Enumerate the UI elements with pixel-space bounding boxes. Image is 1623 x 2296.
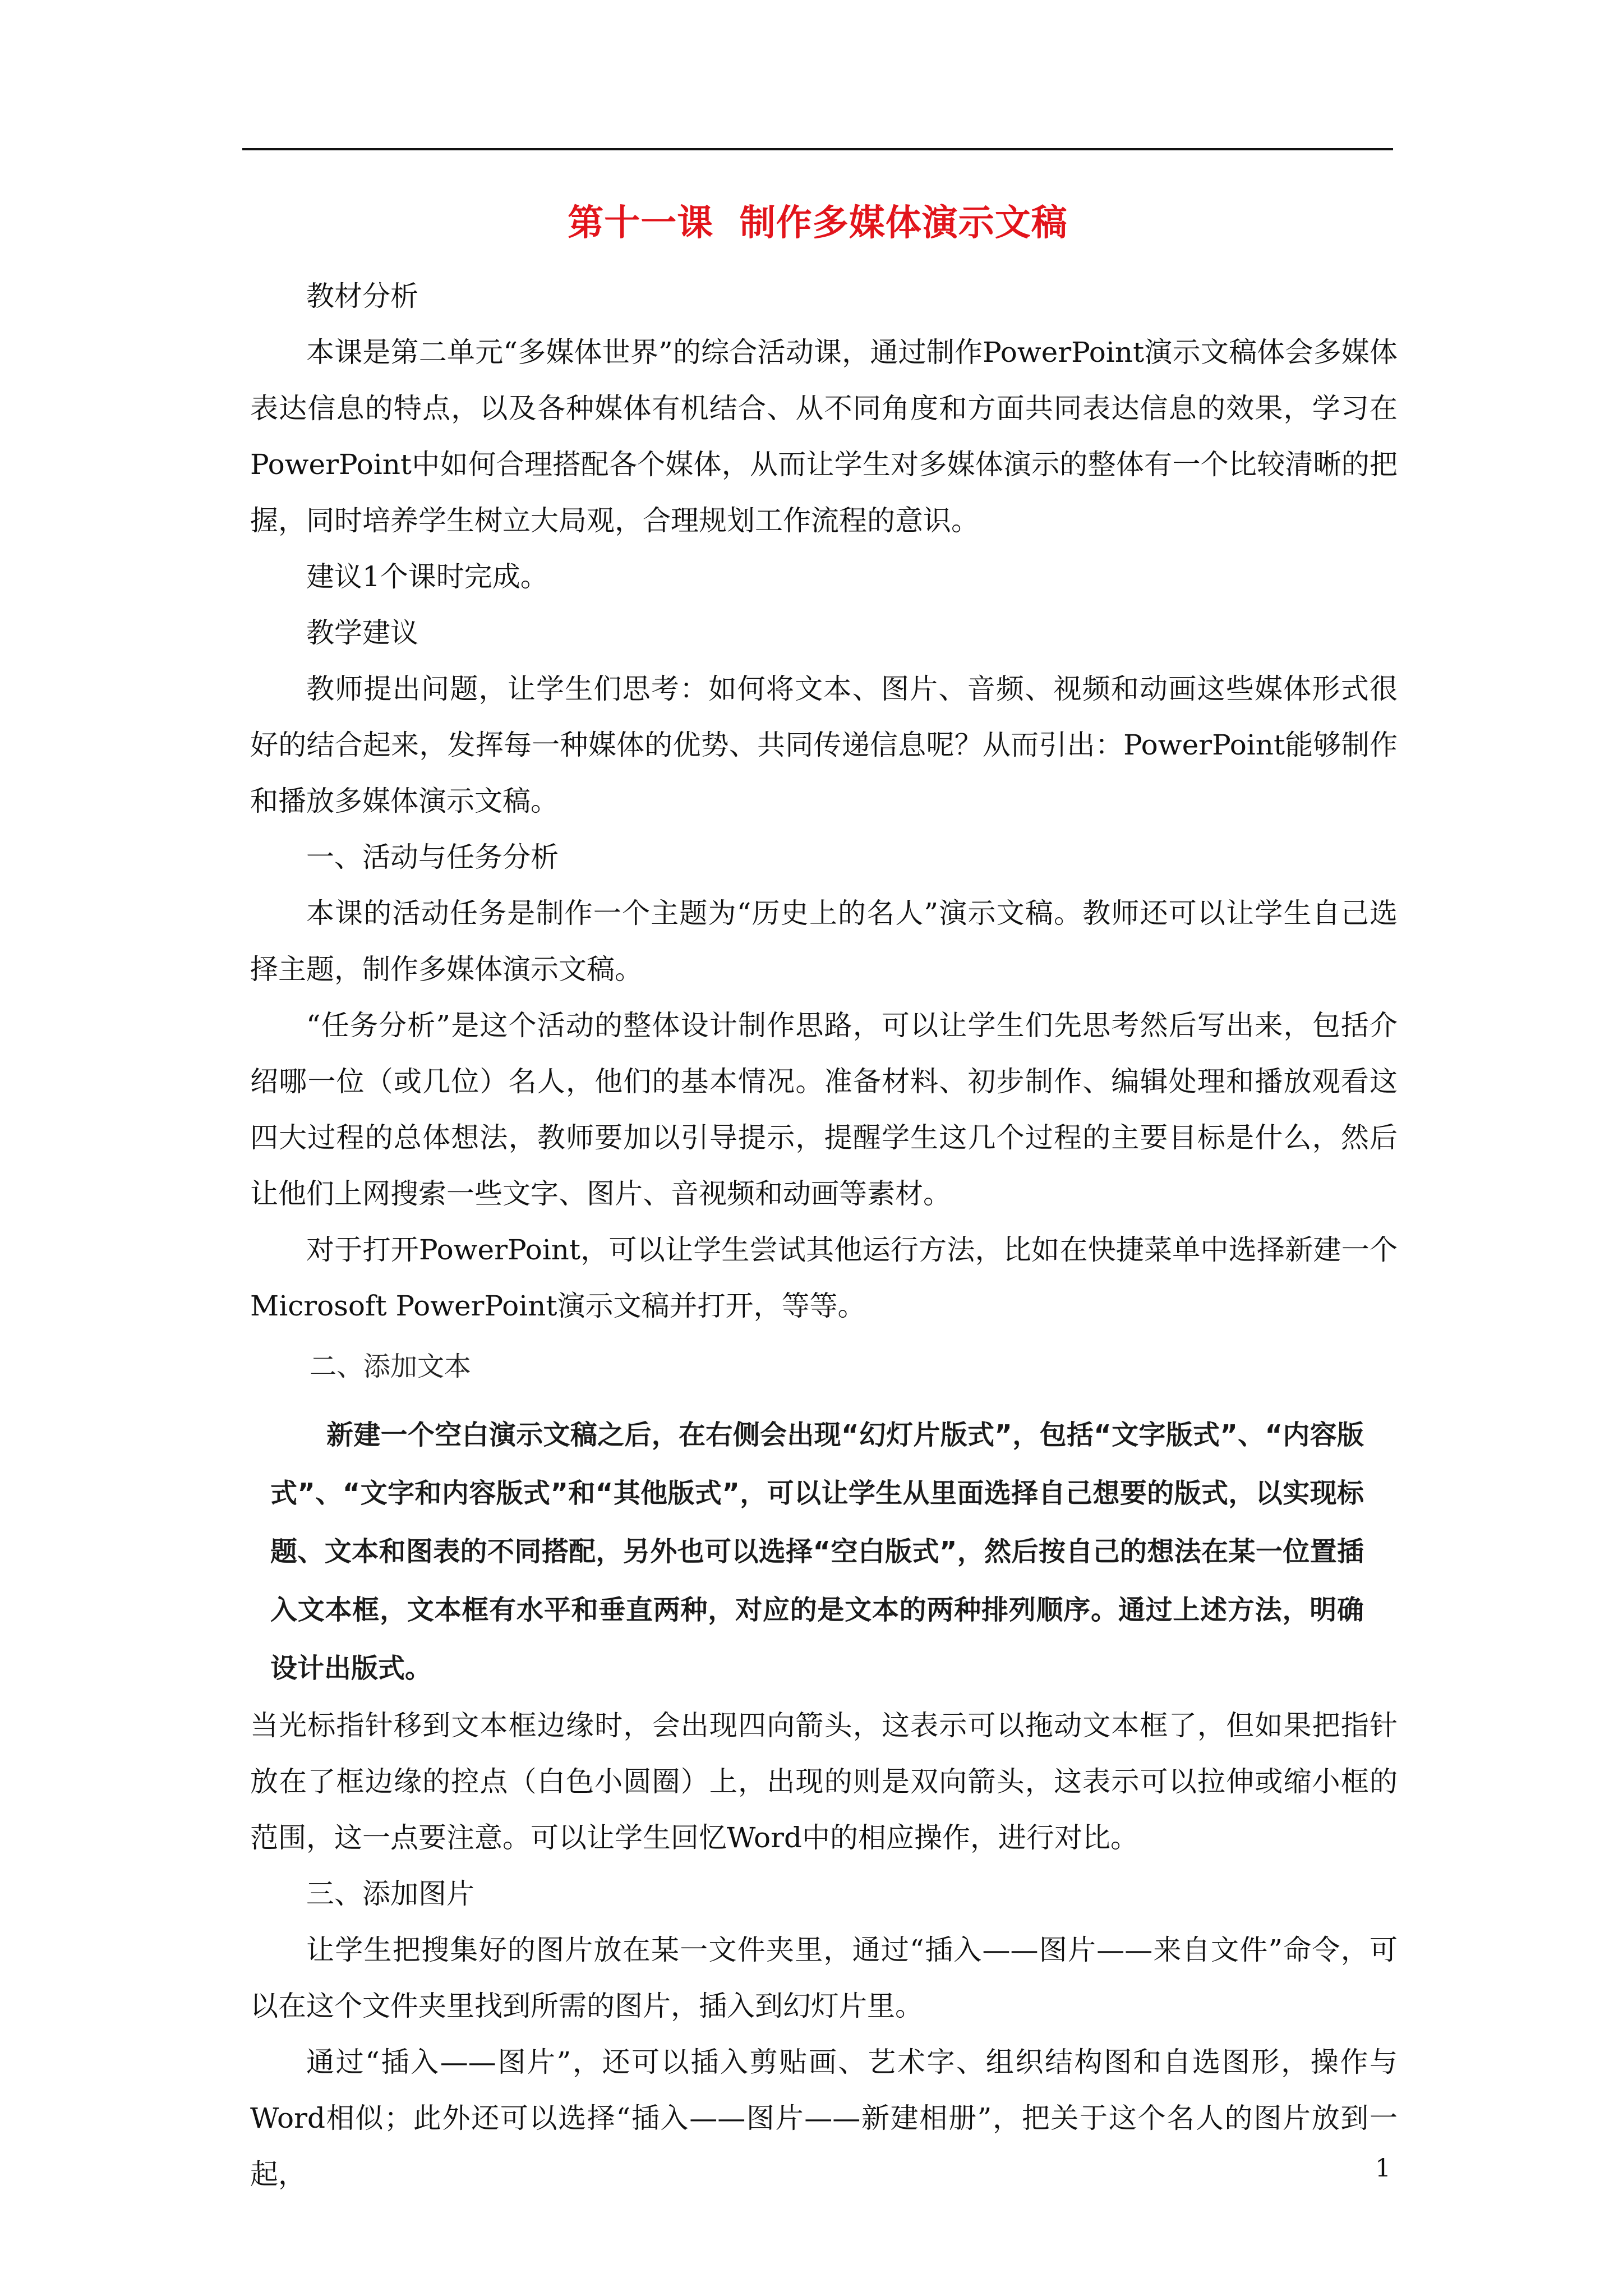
- paragraph: 教师提出问题，让学生们思考：如何将文本、图片、音频、视频和动画这些媒体形式很好的结合起来，发挥每一种媒体的优势、共同传递信息呢？从而引出：PowerPoint能够制作和播放多媒体演示文稿。: [250, 673, 1398, 817]
- page-number: 1: [1375, 2154, 1391, 2183]
- paragraph: 本课的活动任务是制作一个主题为“历史上的名人”演示文稿。教师还可以让学生自己选择主题，制作多媒体演示文稿。: [250, 897, 1398, 986]
- paragraph: 当光标指针移到文本框边缘时，会出现四向箭头，这表示可以拖动文本框了，但如果把指针放在了框边缘的控点（白色小圆圈）上，出现的则是双向箭头，这表示可以拉伸或缩小框的范围，这一点要注意。可以让学生回忆Word中的相应操作，进行对比。: [250, 1709, 1398, 1854]
- section-heading: 一、活动与任务分析: [306, 841, 559, 873]
- paragraph: “任务分析”是这个活动的整体设计制作思路，可以让学生们先思考然后写出来，包括介绍哪一位（或几位）名人，他们的基本情况。准备材料、初步制作、编辑处理和播放观看这四大过程的总体想法，教师要加以引导提示，提醒学生这几个过程的主要目标是什么，然后让他们上网搜索一些文字、图片、音视频和动画等素材。: [250, 1009, 1398, 1210]
- paragraph: 本课是第二单元“多媒体世界”的综合活动课，通过制作PowerPoint演示文稿体会多媒体表达信息的特点，以及各种媒体有机结合、从不同角度和方面共同表达信息的效果，学习在PowerPoint中如何合理搭配各个媒体，从而让学生对多媒体演示的整体有一个比较清晰的把握，同时培养学生树立大局观，合理规划工作流程的意识。: [250, 336, 1398, 537]
- paragraph: 对于打开PowerPoint，可以让学生尝试其他运行方法，比如在快捷菜单中选择新建一个Microsoft PowerPoint演示文稿并打开，等等。: [250, 1234, 1398, 1322]
- section-heading: 教学建议: [306, 616, 418, 649]
- document-body: [250, 268, 1398, 2202]
- paragraph: 建议1个课时完成。: [306, 560, 548, 593]
- section-heading: 教材分析: [306, 280, 418, 312]
- embedded-text-image: [250, 1337, 1398, 1697]
- paragraph: 通过“插入——图片”，还可以插入剪贴画、艺术字、组织结构图和自选图形，操作与Word相似；此外还可以选择“插入——图片——新建相册”，把关于这个名人的图片放到一起，: [250, 2046, 1398, 2191]
- section-heading: 三、添加图片: [306, 1878, 474, 1910]
- paragraph: 让学生把搜集好的图片放在某一文件夹里，通过“插入——图片——来自文件”命令，可以在这个文件夹里找到所需的图片，插入到幻灯片里。: [250, 1934, 1398, 2022]
- section-heading: 二、添加文本: [310, 1351, 472, 1382]
- page-title: 第十一课 制作多媒体演示文稿: [568, 202, 1068, 244]
- header-rule: [242, 148, 1393, 150]
- image-paragraph: 新建一个空白演示文稿之后，在右侧会出现“幻灯片版式”，包括“文字版式”、“内容版式”、“文字和内容版式”和“其他版式”，可以让学生从里面选择自己想要的版式，以实现标题、文本和图表的不同搭配，另外也可以选择“空白版式”，然后按自己的想法在某一位置插入文本框，文本框有水平和垂直两种，对应的是文本的两种排列顺序。通过上述方法，明确设计出版式。: [270, 1419, 1364, 1684]
